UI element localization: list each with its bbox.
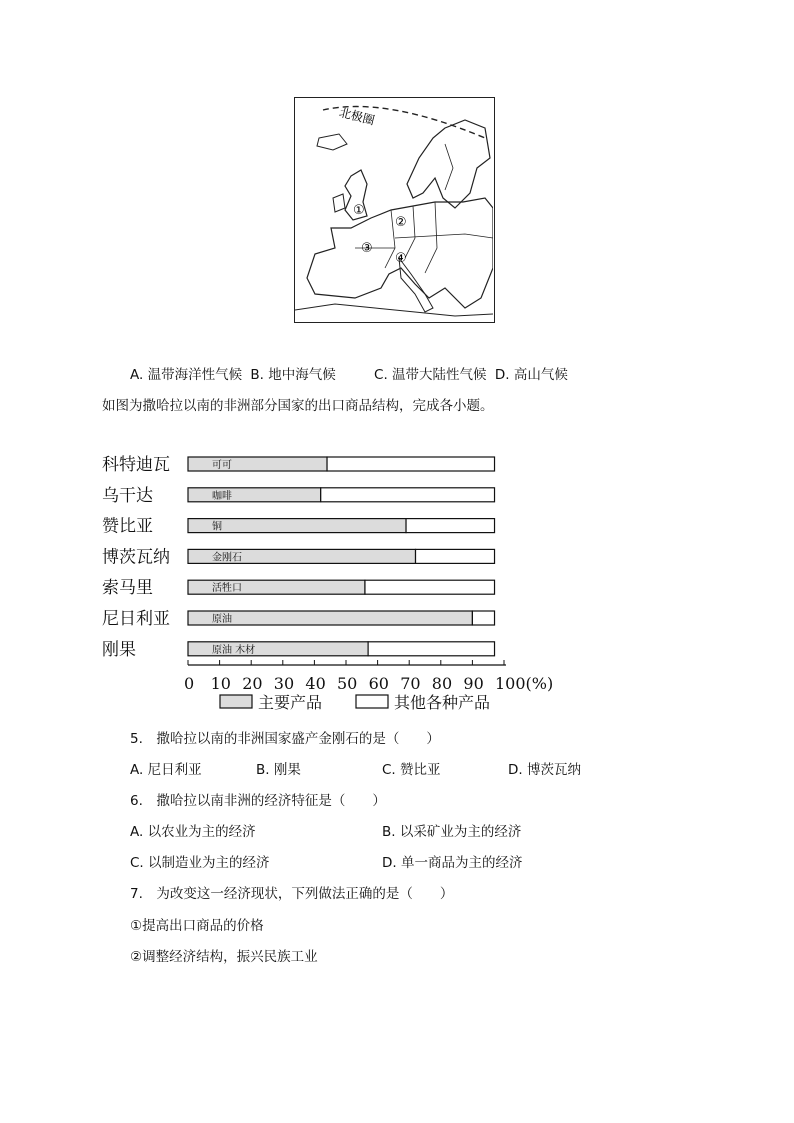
bar-product-label: 原油	[212, 614, 232, 625]
category-label: 尼日利亚	[102, 609, 170, 629]
x-tick-label: 20	[242, 674, 263, 693]
bar-other-products	[368, 642, 494, 656]
x-tick-label: 10	[210, 674, 231, 693]
bar-other-products	[327, 457, 494, 471]
legend-label-main: 主要产品	[258, 693, 323, 712]
q4-option-c: C. 温带大陆性气候	[374, 367, 487, 383]
x-tick-label: 30	[273, 674, 295, 693]
category-label: 索马里	[102, 578, 153, 599]
q4-option-b: B. 地中海气候	[250, 367, 336, 383]
q6-option-c: C. 以制造业为主的经济	[130, 855, 270, 871]
q4-options	[130, 366, 568, 384]
map-marker-4: ④	[395, 251, 407, 266]
bar-other-products	[321, 488, 495, 502]
x-tick-label: 50	[337, 674, 358, 693]
export-structure-chart	[100, 448, 570, 723]
x-tick-label: 40	[305, 674, 326, 693]
bar-product-label: 原油 木材	[212, 644, 256, 656]
europe-map	[295, 98, 493, 321]
q6-option-b: B. 以采矿业为主的经济	[382, 824, 522, 840]
bar-other-products	[406, 519, 494, 533]
category-label: 刚果	[102, 639, 136, 660]
category-label: 赞比亚	[102, 516, 153, 537]
x-tick-label: 100(%)	[495, 674, 554, 693]
bar-product-label: 活牲口	[212, 583, 242, 595]
scandinavia-outline	[407, 120, 490, 208]
q5-option-a: A. 尼日利亚	[130, 762, 202, 778]
bar-other-products	[472, 611, 494, 625]
x-tick-label: 80	[431, 674, 453, 693]
q7-statement-2: ②调整经济结构，振兴民族工业	[130, 949, 318, 965]
bar-main-product	[188, 457, 327, 471]
europe-map-figure	[294, 97, 495, 323]
q5-option-d: D. 博茨瓦纳	[508, 762, 581, 778]
legend-swatch-main	[220, 695, 252, 708]
bar-product-label: 金刚石	[212, 552, 242, 564]
x-tick-label: 70	[400, 674, 421, 693]
x-tick-label: 60	[368, 674, 389, 693]
map-marker-1: ①	[353, 203, 365, 218]
map-marker-3: ③	[361, 241, 373, 256]
bar-product-label: 铜	[212, 521, 222, 533]
map-marker-2: ②	[395, 215, 407, 230]
x-tick-label: 0	[184, 674, 195, 693]
q7-statement-1: ①提高出口商品的价格	[130, 918, 264, 934]
bar-other-products	[416, 549, 495, 563]
bar-product-label: 可可	[212, 460, 232, 471]
category-label: 博茨瓦纳	[102, 547, 170, 568]
q6-option-d: D. 单一商品为主的经济	[382, 855, 523, 871]
q5-option-b: B. 刚果	[256, 762, 301, 778]
q7-stem: 7. 为改变这一经济现状，下列做法正确的是（ ）	[130, 886, 454, 902]
legend-label-other: 其他各种产品	[394, 693, 491, 712]
category-label: 科特迪瓦	[102, 455, 170, 475]
legend-swatch-other	[356, 695, 388, 708]
q5-stem: 5. 撒哈拉以南的非洲国家盛产金刚石的是（ ）	[130, 731, 440, 747]
q5-option-c: C. 赞比亚	[382, 762, 441, 778]
bar-main-product	[188, 488, 321, 502]
q6-stem: 6. 撒哈拉以南非洲的经济特征是（ ）	[130, 793, 386, 809]
q6-option-a: A. 以农业为主的经济	[130, 824, 256, 840]
bar-product-label: 咖啡	[212, 490, 232, 502]
category-label: 乌干达	[102, 485, 153, 506]
q4-option-a: A. 温带海洋性气候	[130, 367, 243, 383]
x-tick-label: 90	[463, 674, 484, 693]
bar-other-products	[365, 580, 495, 594]
arctic-circle-label: 北极圈	[337, 105, 377, 128]
q4-option-d: D. 高山气候	[494, 367, 568, 383]
section-intro: 如图为撒哈拉以南的非洲部分国家的出口商品结构，完成各小题。	[102, 398, 494, 414]
